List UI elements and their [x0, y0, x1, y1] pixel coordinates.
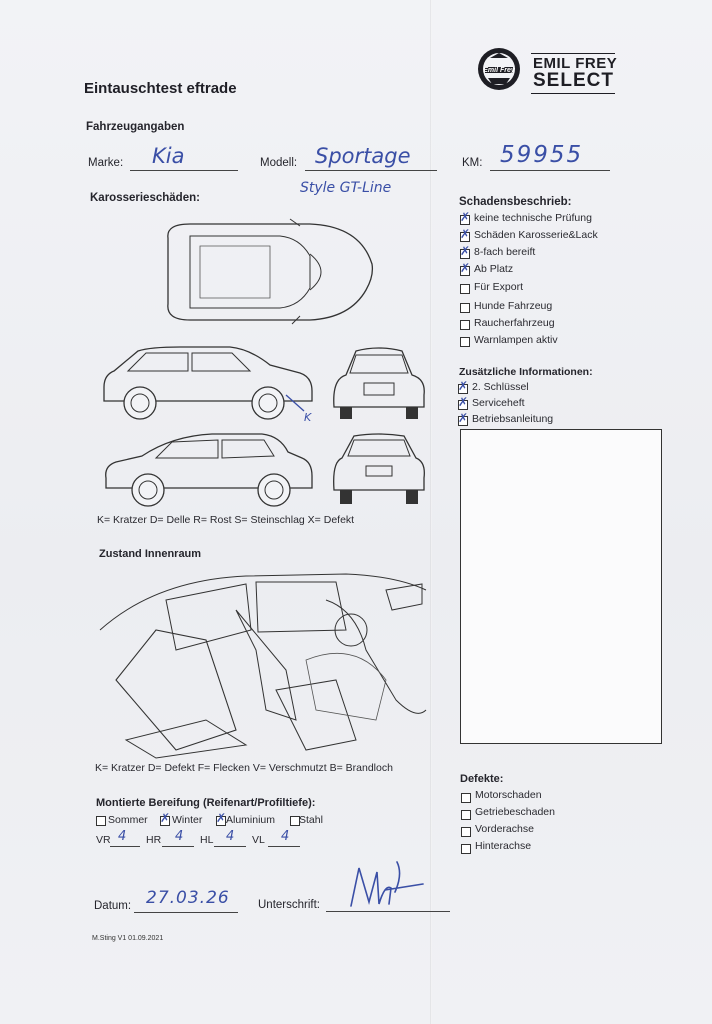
- interior-sketch[interactable]: [96, 570, 430, 760]
- defects-heading: Defekte:: [460, 773, 504, 785]
- damage-checkbox[interactable]: [460, 266, 470, 276]
- damage-label: keine technische Prüfung: [474, 212, 592, 224]
- interior-heading: Zustand Innenraum: [99, 548, 202, 560]
- damage-label: Raucherfahrzeug: [474, 317, 555, 329]
- tire-depth-label: HR: [146, 834, 162, 846]
- defect-label: Motorschaden: [475, 789, 542, 801]
- tire-depth-value[interactable]: 4: [281, 829, 290, 844]
- brand-rule-bottom: [531, 93, 615, 94]
- tire-depth-value[interactable]: 4: [118, 829, 127, 844]
- additional-info-checkbox[interactable]: [458, 416, 468, 426]
- brand-select: SELECT: [533, 70, 614, 91]
- tire-type-checkbox[interactable]: [160, 816, 170, 826]
- logo-text: Emil Frey: [483, 67, 515, 74]
- defect-label: Vorderachse: [475, 823, 534, 835]
- damage-checkbox[interactable]: [460, 284, 470, 294]
- tire-type-label: Aluminium: [226, 814, 276, 826]
- form-title: Eintauschtest eftrade: [84, 80, 237, 97]
- tire-type-checkbox[interactable]: [216, 816, 226, 826]
- tire-type-label: Stahl: [299, 814, 323, 826]
- tire-depth-label: VR: [96, 834, 111, 846]
- interior-legend: K= Kratzer D= Defekt F= Flecken V= Verschmutzt B= Brandloch: [95, 762, 393, 774]
- tire-depth-underline: [110, 846, 140, 847]
- car-top-view[interactable]: [160, 216, 376, 328]
- tire-depth-value[interactable]: 4: [175, 829, 184, 844]
- defect-label: Getriebeschaden: [475, 806, 555, 818]
- defect-label: Hinterachse: [475, 840, 532, 852]
- damage-checkbox[interactable]: [460, 249, 470, 259]
- make-underline: [130, 170, 238, 171]
- make-value[interactable]: Kia: [152, 144, 185, 168]
- tire-depth-underline: [268, 846, 300, 847]
- tire-depth-value[interactable]: 4: [226, 829, 235, 844]
- vehicle-heading: Fahrzeugangaben: [86, 121, 185, 133]
- form-footer: M.Sting V1 01.09.2021: [92, 935, 164, 942]
- make-label: Marke:: [88, 157, 124, 169]
- damage-label: Schäden Karosserie&Lack: [474, 229, 598, 241]
- km-underline: [490, 170, 610, 171]
- car-side-view-left[interactable]: [100, 345, 315, 423]
- damage-checkbox[interactable]: [460, 303, 470, 313]
- tire-type-label: Winter: [172, 814, 203, 826]
- brand-rule-top: [531, 53, 615, 54]
- damage-checkbox[interactable]: [460, 320, 470, 330]
- defect-checkbox[interactable]: [461, 810, 471, 820]
- model-label: Modell:: [260, 157, 298, 169]
- car-side-view-right[interactable]: [102, 432, 314, 510]
- km-label: KM:: [462, 157, 483, 169]
- notes-box[interactable]: [460, 429, 662, 744]
- signature-scribble[interactable]: [345, 854, 435, 914]
- tire-type-label: Sommer: [108, 814, 148, 826]
- damage-label: Für Export: [474, 281, 524, 293]
- damage-checkbox[interactable]: [460, 215, 470, 225]
- tire-depth-label: HL: [200, 834, 214, 846]
- additional-info-checkbox[interactable]: [458, 400, 468, 410]
- date-label: Datum:: [94, 900, 132, 912]
- tire-depth-underline: [214, 846, 246, 847]
- model-underline: [305, 170, 437, 171]
- damage-label: Hunde Fahrzeug: [474, 300, 553, 312]
- additional-info-label: Serviceheft: [472, 397, 525, 409]
- car-front-view[interactable]: [330, 345, 428, 421]
- emil-frey-logo: [476, 46, 522, 97]
- additional-info-heading: Zusätzliche Informationen:: [459, 366, 593, 378]
- additional-info-checkbox[interactable]: [458, 384, 468, 394]
- defect-checkbox[interactable]: [461, 844, 471, 854]
- tire-type-checkbox[interactable]: [96, 816, 106, 826]
- date-value[interactable]: 27.03.26: [146, 888, 230, 908]
- brand-name: EMIL FREY: [533, 55, 618, 72]
- damage-label: 8-fach bereift: [474, 246, 536, 258]
- additional-info-label: Betriebsanleitung: [472, 413, 554, 425]
- car-rear-view[interactable]: [330, 432, 428, 508]
- tire-depth-label: VL: [252, 834, 265, 846]
- damage-checkbox[interactable]: [460, 232, 470, 242]
- tire-depth-underline: [162, 846, 194, 847]
- damage-mark-k: K: [304, 411, 312, 424]
- date-underline: [134, 912, 238, 913]
- defect-checkbox[interactable]: [461, 793, 471, 803]
- body-damage-heading: Karosserieschäden:: [90, 192, 200, 204]
- tires-heading: Montierte Bereifung (Reifenart/Profiltiefe):: [96, 797, 316, 809]
- body-damage-legend: K= Kratzer D= Delle R= Rost S= Steinschlag X= Defekt: [97, 514, 355, 526]
- model-value[interactable]: Sportage: [315, 144, 411, 168]
- km-value[interactable]: 59955: [500, 142, 584, 168]
- damage-description-heading: Schadensbeschrieb:: [459, 196, 572, 208]
- damage-checkbox[interactable]: [460, 337, 470, 347]
- damage-label: Ab Platz: [474, 263, 514, 275]
- damage-label: Warnlampen aktiv: [474, 334, 558, 346]
- additional-info-label: 2. Schlüssel: [472, 381, 529, 393]
- model-extra: Style GT-Line: [300, 180, 392, 196]
- defect-checkbox[interactable]: [461, 827, 471, 837]
- signature-label: Unterschrift:: [258, 899, 320, 911]
